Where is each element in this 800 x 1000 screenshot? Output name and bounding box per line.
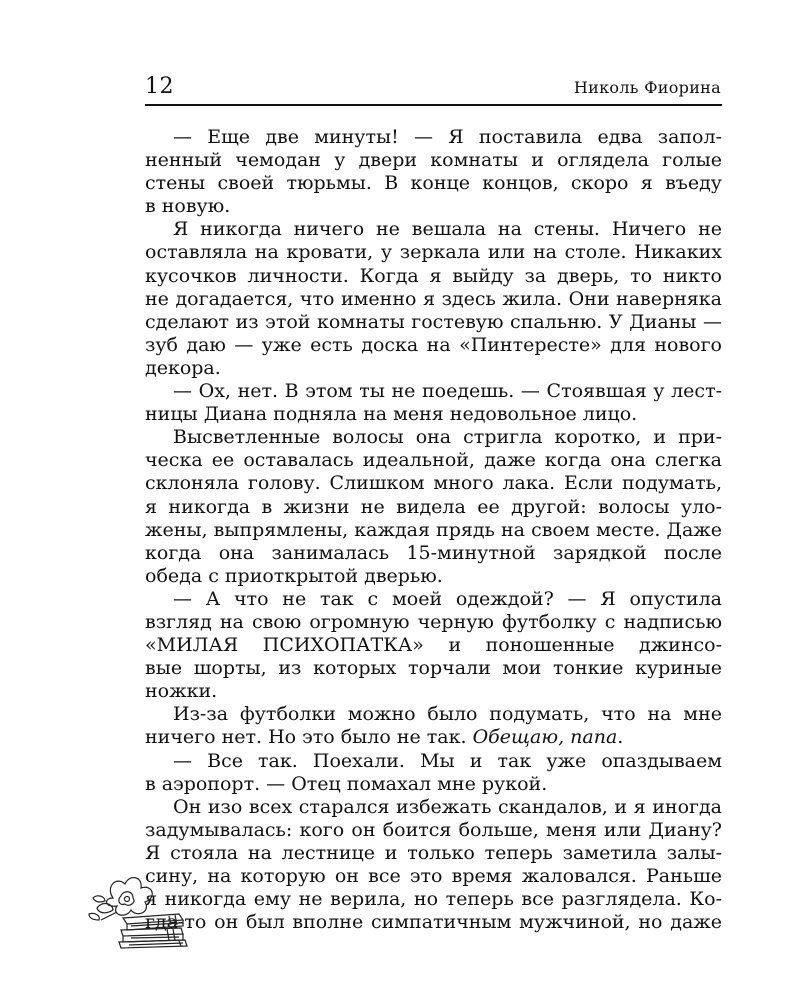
italic-phrase: Обещаю, папа <box>472 726 618 749</box>
text-line: взгляд на свою огромную черную футболку с надписью <box>145 610 722 633</box>
text-line: Из-за футболки можно было подумать, что на мне <box>173 703 722 726</box>
text-line: когда она занималась 15-минутной зарядкой после <box>145 541 722 564</box>
flower-and-books-icon <box>83 868 193 950</box>
text-line: Он изо всех старался избежать скандалов, и я иногда <box>173 795 722 818</box>
text-line: вые шорты, из которых торчали мои тонкие куриные <box>145 657 722 680</box>
text-line: «МИЛАЯ ПСИХОПАТКА» и поношенные джинсо- <box>145 634 722 657</box>
text-line: декора. <box>145 356 221 379</box>
text-line: в аэропорт. — Отец помахал мне рукой. <box>145 772 548 795</box>
text-segment: . <box>617 726 624 749</box>
text-line: обеда с приоткрытой дверью. <box>145 564 443 587</box>
text-line: не догадается, что именно я здесь жила. Они наверняка <box>145 287 722 310</box>
text-line <box>145 726 722 749</box>
body-text <box>145 126 722 934</box>
text-line: ницы Диана подняла на меня недовольное лицо. <box>145 403 638 426</box>
header-rule <box>145 104 722 106</box>
text-line: сделают из этой комнаты гостевую спальню. У Дианы — <box>145 310 722 333</box>
text-line: ножки. <box>145 680 218 703</box>
text-line: оставляла на кровати, у зеркала или на столе. Никаких <box>145 241 722 264</box>
text-line: зуб даю — уже есть доска на «Пинтересте» для нового <box>145 333 722 356</box>
text-line: кусочков личности. Когда я выйду за дверь, то никто <box>145 264 722 287</box>
text-line: в новую. <box>145 195 231 218</box>
text-line: — Все так. Поехали. Мы и так уже опаздываем <box>173 749 722 772</box>
text-line: я никогда в жизни не видела ее другой: волосы уло- <box>145 495 722 518</box>
text-line: гда-то он был вполне симпатичным мужчиной, но даже <box>145 911 722 934</box>
text-line: Я никогда ничего не вешала на стены. Ничего не <box>173 218 722 241</box>
running-head: Николь Фиорина <box>573 78 721 97</box>
page-number: 12 <box>145 74 174 99</box>
text-line: склоняла голову. Слишком много лака. Если подумать, <box>145 472 722 495</box>
text-segment: ничего нет. Но это было не так. <box>145 726 473 749</box>
text-line: ненный чемодан у двери комнаты и оглядела голые <box>145 149 722 172</box>
text-line: Я стояла на лестнице и только теперь заметила залы- <box>145 841 722 864</box>
text-line: задумывалась: кого он боится больше, меня или Диану? <box>145 818 722 841</box>
text-line: ческа ее оставалась идеальной, даже когда она слегка <box>145 449 722 472</box>
text-line: стены своей тюрьмы. В конце концов, скоро я въеду <box>145 172 722 195</box>
text-line: — А что не так с моей одеждой? — Я опустила <box>173 587 722 610</box>
text-line: жены, выпрямлены, каждая прядь на своем месте. Даже <box>145 518 722 541</box>
text-line: сину, на которую он все это время жаловался. Раньше <box>145 865 722 887</box>
text-line: — Ох, нет. В этом ты не поедешь. — Стоявшая у лест- <box>173 380 722 403</box>
text-line: Высветленные волосы она стригла коротко, и при- <box>173 426 722 449</box>
text-line: я никогда ему не верила, но теперь все разглядела. Ко- <box>145 888 722 911</box>
text-line: — Еще две минуты! — Я поставила едва запол- <box>173 126 722 148</box>
